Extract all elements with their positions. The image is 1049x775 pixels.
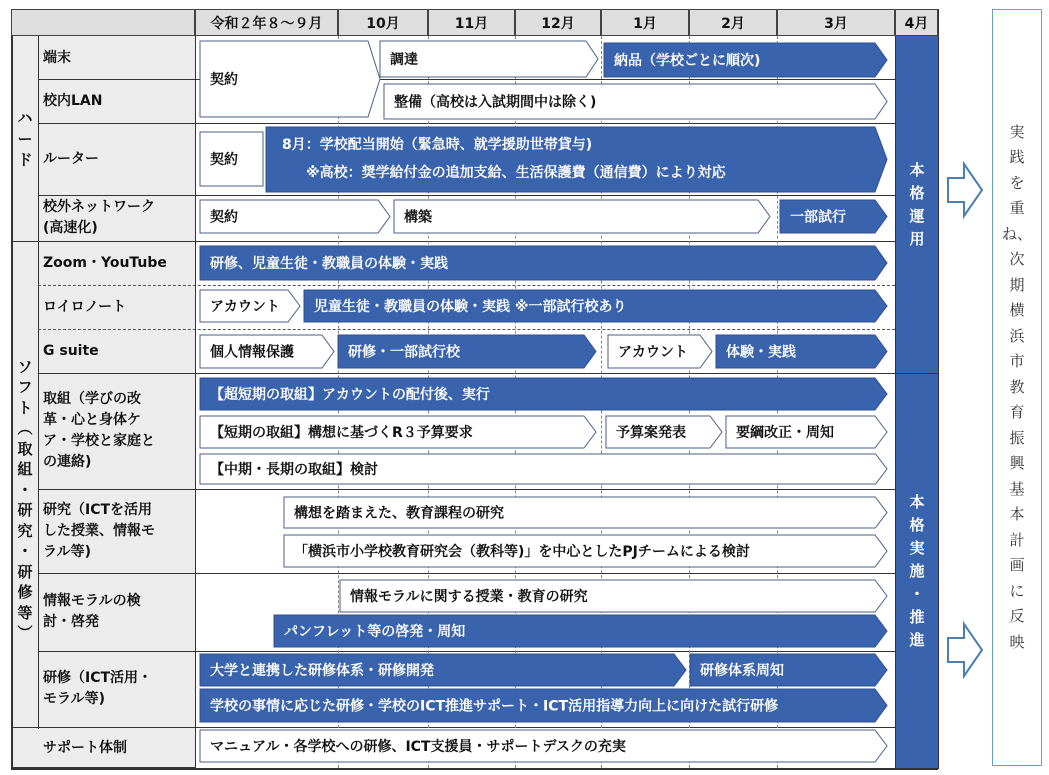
bar-label: パンフレット等の啓発・周知 (284, 624, 466, 640)
row-label-kenkyu: 研究（ICTを活用 した授業、情報モ ラル等) (43, 501, 155, 560)
bar-account-1 (200, 290, 300, 322)
next-plan-note: 実 践 を 重 ね、 次 期 横 浜 市 教 育 振 興 基 本 計 画 に 反 映 (992, 9, 1042, 766)
row-label-zoom: Zoom・YouTube (43, 254, 167, 271)
bar-chotanki (200, 378, 887, 410)
bar-label: アカウント (618, 344, 688, 361)
bar-router-haito (266, 127, 887, 192)
bar-yokohama (284, 535, 887, 567)
header-month-dec: 12月 (515, 9, 601, 36)
bar-kochiku (394, 200, 770, 233)
row-label-kenshu: 研修（ICT活用・ モラル等) (43, 670, 153, 707)
bar-label: 【超短期の取組】アカウントの配付後、実行 (210, 387, 490, 403)
bar-gakko (200, 689, 887, 722)
bar-label-2: ※高校：奨学給付金の追加支給、生活保護費（通信費）により対応 (306, 165, 726, 181)
header-month-mar: 3月 (777, 9, 895, 36)
bar-loilo-bar (304, 290, 887, 322)
bar-keiyaku-net (200, 200, 390, 233)
bar-label: 契約 (210, 72, 238, 88)
bar-label: 【短期の取組】構想に基づくR３予算要求 (210, 425, 473, 441)
bar-label: 契約 (210, 209, 238, 226)
bar-label: 契約 (210, 152, 238, 168)
bar-label: 学校の事情に応じた研修・学校のICT推進サポート・ICT活用指導力向上に向けた試行研修 (210, 698, 779, 715)
bar-gs-kenshu (338, 335, 596, 368)
row-label-network: 校外ネットワーク (高速化) (43, 199, 155, 236)
bar-label: 児童生徒・教職員の体験・実践 ※一部試行校あり (314, 299, 627, 315)
bar-keiyaku-1 (200, 41, 380, 117)
honkaku-unyo: 本 格 運 用 (895, 36, 938, 373)
bar-label: 構築 (404, 209, 432, 226)
bar-label: アカウント (210, 299, 280, 315)
bar-label: 研修・一部試行校 (348, 344, 460, 361)
row-label-torikumi: 取組（学びの改 革・心と身体ケ ア・学校と家庭と の連絡) (43, 391, 155, 470)
row-label-loilo: ロイロノート (43, 298, 127, 315)
row-label-lan: 校内LAN (43, 92, 103, 109)
bar-yosan (606, 416, 722, 448)
bar-label: 研修体系周知 (700, 663, 784, 679)
row-label-tanmatsu: 端末 (43, 49, 71, 66)
group-hard: ハ ー ド (17, 108, 33, 169)
header-month-nov: 11月 (428, 9, 515, 36)
header-month-aug-sep: 令和２年８～９月 (195, 9, 338, 36)
row-label-router: ルーター (43, 150, 99, 167)
row-label-gsuite: G suite (43, 342, 99, 359)
bar-label: 「横浜市小学校教育研究会（教科等)」を中心としたPJチームによる検討 (294, 544, 750, 560)
header-month-jan: 1月 (601, 9, 689, 36)
row-label-moral: 情報モラルの検 討・啓発 (43, 593, 141, 630)
bar-label: 研修、児童生徒・教職員の体験・実践 (210, 256, 448, 272)
arrow-right-icon (946, 620, 986, 680)
bar-kojin (200, 335, 334, 368)
header-month-oct: 10月 (338, 9, 428, 36)
bar-pamphlet (274, 615, 887, 647)
bar-label: 大学と連携した研修体系・研修開発 (210, 663, 434, 679)
arrow-right-icon (946, 160, 986, 220)
bar-label: 【中期・長期の取組】検討 (210, 462, 378, 478)
header-month-feb: 2月 (689, 9, 777, 36)
bar-label: 個人情報保護 (210, 344, 294, 361)
bar-label: 予算案発表 (616, 425, 686, 441)
bar-label: 要綱改正・周知 (736, 425, 834, 441)
bar-chotatsu (380, 41, 598, 77)
bar-label: 調達 (390, 52, 418, 68)
bar-shape (394, 200, 770, 233)
bar-daigaku (200, 654, 686, 686)
bar-label: マニュアル・各学校への研修、ICT支援員・サポートデスクの充実 (210, 739, 626, 755)
bar-moral-bar (340, 580, 887, 612)
bar-label: 整備（高校は入試期間中は除く) (394, 94, 597, 111)
bar-zoom-bar (200, 246, 887, 280)
bar-label: 体験・実践 (726, 344, 796, 361)
bar-seibi (384, 84, 887, 119)
bar-keiyaku-router (200, 132, 263, 186)
honkaku-jisshi: 本 格 実 施 ・ 推 進 (895, 374, 938, 768)
header-month-apr: 4月 (895, 9, 938, 36)
group-soft: ソ フ ト ︵ 取 組 ・ 研 究 ・ 研 修 等 ︶ (17, 357, 33, 642)
table-right-edge (938, 9, 939, 769)
bar-ichibu-shiko (780, 200, 887, 233)
bar-kenshu-shuchi (690, 654, 887, 686)
row-label-support: サポート体制 (43, 739, 127, 756)
bar-chuki (200, 454, 887, 484)
bar-account-2 (608, 335, 712, 368)
bar-label: 8月：学校配当開始（緊急時、就学援助世帯貸与) (282, 137, 593, 153)
bar-taiken (716, 335, 887, 368)
bar-koso (284, 497, 887, 528)
bar-label: 一部試行 (790, 209, 846, 226)
bar-yoko (726, 416, 887, 448)
bar-label: 情報モラルに関する授業・教育の研究 (350, 589, 588, 605)
bar-tanki (200, 416, 596, 448)
bar-label: 納品（学校ごとに順次) (614, 53, 761, 69)
bar-manual (200, 730, 887, 762)
bar-label: 構想を踏まえた、教育課程の研究 (294, 505, 504, 522)
bar-nohin (604, 43, 887, 77)
